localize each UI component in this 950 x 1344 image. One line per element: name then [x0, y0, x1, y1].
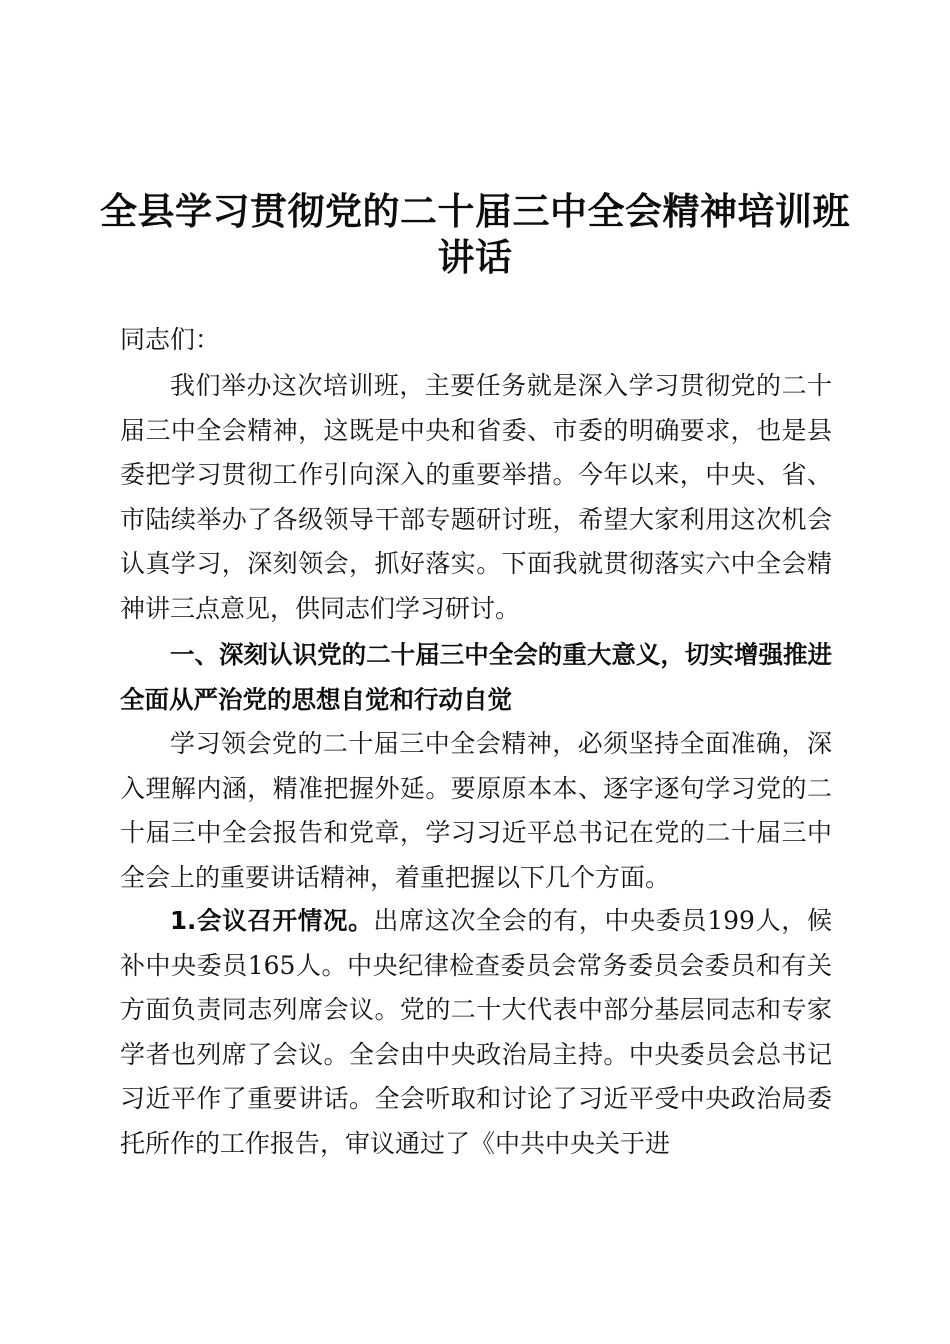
document-title-line-2: 讲话: [437, 236, 513, 279]
section-heading-1: 一、深刻认识党的二十届三中全会的重大意义，切实增强推进全面从严治党的思想自觉和行动自觉: [120, 640, 832, 714]
paragraph-meeting-lead: 1.会议召开情况。: [170, 906, 374, 935]
paragraph-study: 学习领会党的二十届三中全会精神，必须坚持全面准确，深入理解内涵，精准把握外延。要原原本本、逐字逐句学习党的二十届三中全会报告和党章，学习习近平总书记在党的二十届三中全会上的重要讲话精神，着重把握以下几个方面。: [120, 729, 832, 892]
salutation: 同志们：: [120, 325, 221, 354]
document-title-line-1: 全县学习贯彻党的二十届三中全会精神培训班: [100, 190, 850, 233]
paragraph-meeting-body: 出席这次全会的有，中央委员199人，候补中央委员165人。中央纪律检查委员会常务委员会委员和有关方面负责同志列席会议。党的二十大代表中部分基层同志和专家学者也列席了会议。全会由中央政治局主持。中央委员会总书记习近平作了重要讲话。全会听取和讨论了习近平受中央政治局委托所作的工作报告，审议通过了《中共中央关于进: [120, 906, 832, 1158]
paragraph-intro: 我们举办这次培训班，主要任务就是深入学习贯彻党的二十届三中全会精神，这既是中央和省委、市委的明确要求，也是县委把学习贯彻工作引向深入的重要举措。今年以来，中央、省、市陆续举办了各级领导干部专题研讨班，希望大家利用这次机会认真学习，深刻领会，抓好落实。下面我就贯彻落实六中全会精神讲三点意见，供同志们学习研讨。: [120, 371, 832, 623]
paragraph-meeting: [120, 899, 832, 1167]
